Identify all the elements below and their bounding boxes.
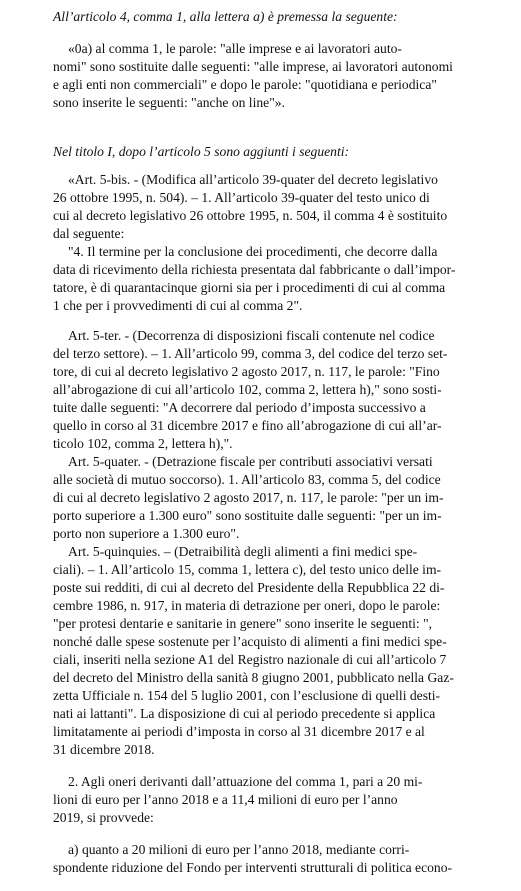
text-line: del decreto del Ministro della sanità 8 giugno 2001, pubblicato nella Gaz- — [53, 670, 454, 685]
text-line: porto non superiore a 1.300 euro". — [53, 526, 240, 541]
text-line: a) quanto a 20 milioni di euro per l’anno 2018, mediante corri- — [68, 842, 410, 857]
text-line: «0a) al comma 1, le parole: "alle imprese e ai lavoratori auto- — [68, 41, 402, 56]
text-line: cui al decreto legislativo 26 ottobre 1995, n. 504, il comma 4 è sostituito — [53, 208, 448, 223]
text-line: ticolo 102, comma 2, lettera h),". — [53, 436, 233, 451]
text-line: «Art. 5-bis. - (Modifica all’articolo 39-quater del decreto legislativo — [68, 172, 438, 187]
text-line: Nel titolo I, dopo l’articolo 5 sono aggiunti i seguenti: — [53, 144, 350, 159]
text-line: limitatamente ai periodi d’imposta in corso al 31 dicembre 2017 e al — [53, 724, 425, 739]
text-line: e agli enti non commerciali" e dopo le parole: "quotidiana e periodica" — [53, 77, 437, 92]
text-line: poste sui redditi, di cui al decreto del Presidente della Repubblica 22 di- — [53, 580, 445, 595]
text-line: tatore, è di quarantacinque giorni sia per i procedimenti di cui al comma — [53, 280, 446, 295]
text-line: Art. 5-quinquies. – (Detraibilità degli alimenti a fini medici spe- — [68, 544, 418, 559]
text-line: 1 che per i provvedimenti di cui al comma 2". — [53, 298, 303, 313]
text-line: nati ai lattanti". La disposizione di cui al periodo precedente si applica — [53, 706, 436, 721]
text-line: ciali). – 1. All’articolo 15, comma 1, lettera c), del testo unico delle im- — [53, 562, 442, 577]
text-line: all’abrogazione di cui all’articolo 102, comma 2, lettera h)," sono sosti- — [53, 382, 442, 397]
text-line: 31 dicembre 2018. — [53, 742, 155, 757]
text-line: spondente riduzione del Fondo per interventi strutturali di politica econo- — [53, 860, 453, 875]
text-line: lioni di euro per l’anno 2018 e a 11,4 milioni di euro per l’anno — [53, 792, 398, 807]
text-line: tuite dalle seguenti: "A decorrere dal periodo d’imposta successivo a — [53, 400, 426, 415]
text-line: di cui al decreto legislativo 2 agosto 2017, n. 117, le parole: "per un im- — [53, 490, 444, 505]
text-line: Art. 5-quater. - (Detrazione fiscale per contributi associativi versati — [68, 454, 433, 469]
text-line: nomi" sono sostituite dalle seguenti: "alle imprese, ai lavoratori autonomi — [53, 59, 453, 74]
text-line: nonché dalle spese sostenute per l’acquisto di alimenti a fini medici spe- — [53, 634, 447, 649]
text-line: alle società di mutuo soccorso). 1. All’articolo 83, comma 5, del codice — [53, 472, 441, 487]
text-line: ciali, inseriti nella sezione A1 del Registro nazionale di cui all’articolo 7 — [53, 652, 447, 667]
text-line: quello in corso al 31 dicembre 2017 e fino all’abrogazione di cui all’ar- — [53, 418, 442, 433]
text-line: dal seguente: — [53, 226, 125, 241]
text-line: 2. Agli oneri derivanti dall’attuazione del comma 1, pari a 20 mi- — [68, 774, 423, 789]
text-line: cembre 1986, n. 917, in materia di detrazione per oneri, dopo le parole: — [53, 598, 441, 613]
text-line: "per protesi dentarie e sanitarie in genere" sono inserite le seguenti: ", — [53, 616, 433, 631]
text-line: 26 ottobre 1995, n. 504). – 1. All’articolo 39-quater del testo unico di — [53, 190, 430, 205]
text-line: data di ricevimento della richiesta presentata dal fabbricante o dall’impor- — [53, 262, 456, 277]
text-line: All’articolo 4, comma 1, alla lettera a) è premessa la seguente: — [53, 9, 398, 24]
text-line: "4. Il termine per la conclusione dei procedimenti, che decorre dalla — [68, 244, 438, 259]
text-line: sono inserite le seguenti: "anche on line"». — [53, 95, 285, 110]
text-line: del terzo settore). – 1. All’articolo 99, comma 3, del codice del terzo set- — [53, 346, 448, 361]
text-line: porto superiore a 1.300 euro" sono sostituite dalle seguenti: "per un im- — [53, 508, 442, 523]
text-line: tore, di cui al decreto legislativo 2 agosto 2017, n. 117, le parole: "Fino — [53, 364, 440, 379]
text-line: 2019, si provvede: — [53, 810, 154, 825]
text-line: Art. 5-ter. - (Decorrenza di disposizioni fiscali contenute nel codice — [68, 328, 435, 343]
text-line: zetta Ufficiale n. 154 del 5 luglio 2001, con l’esclusione di quelli desti- — [53, 688, 441, 703]
